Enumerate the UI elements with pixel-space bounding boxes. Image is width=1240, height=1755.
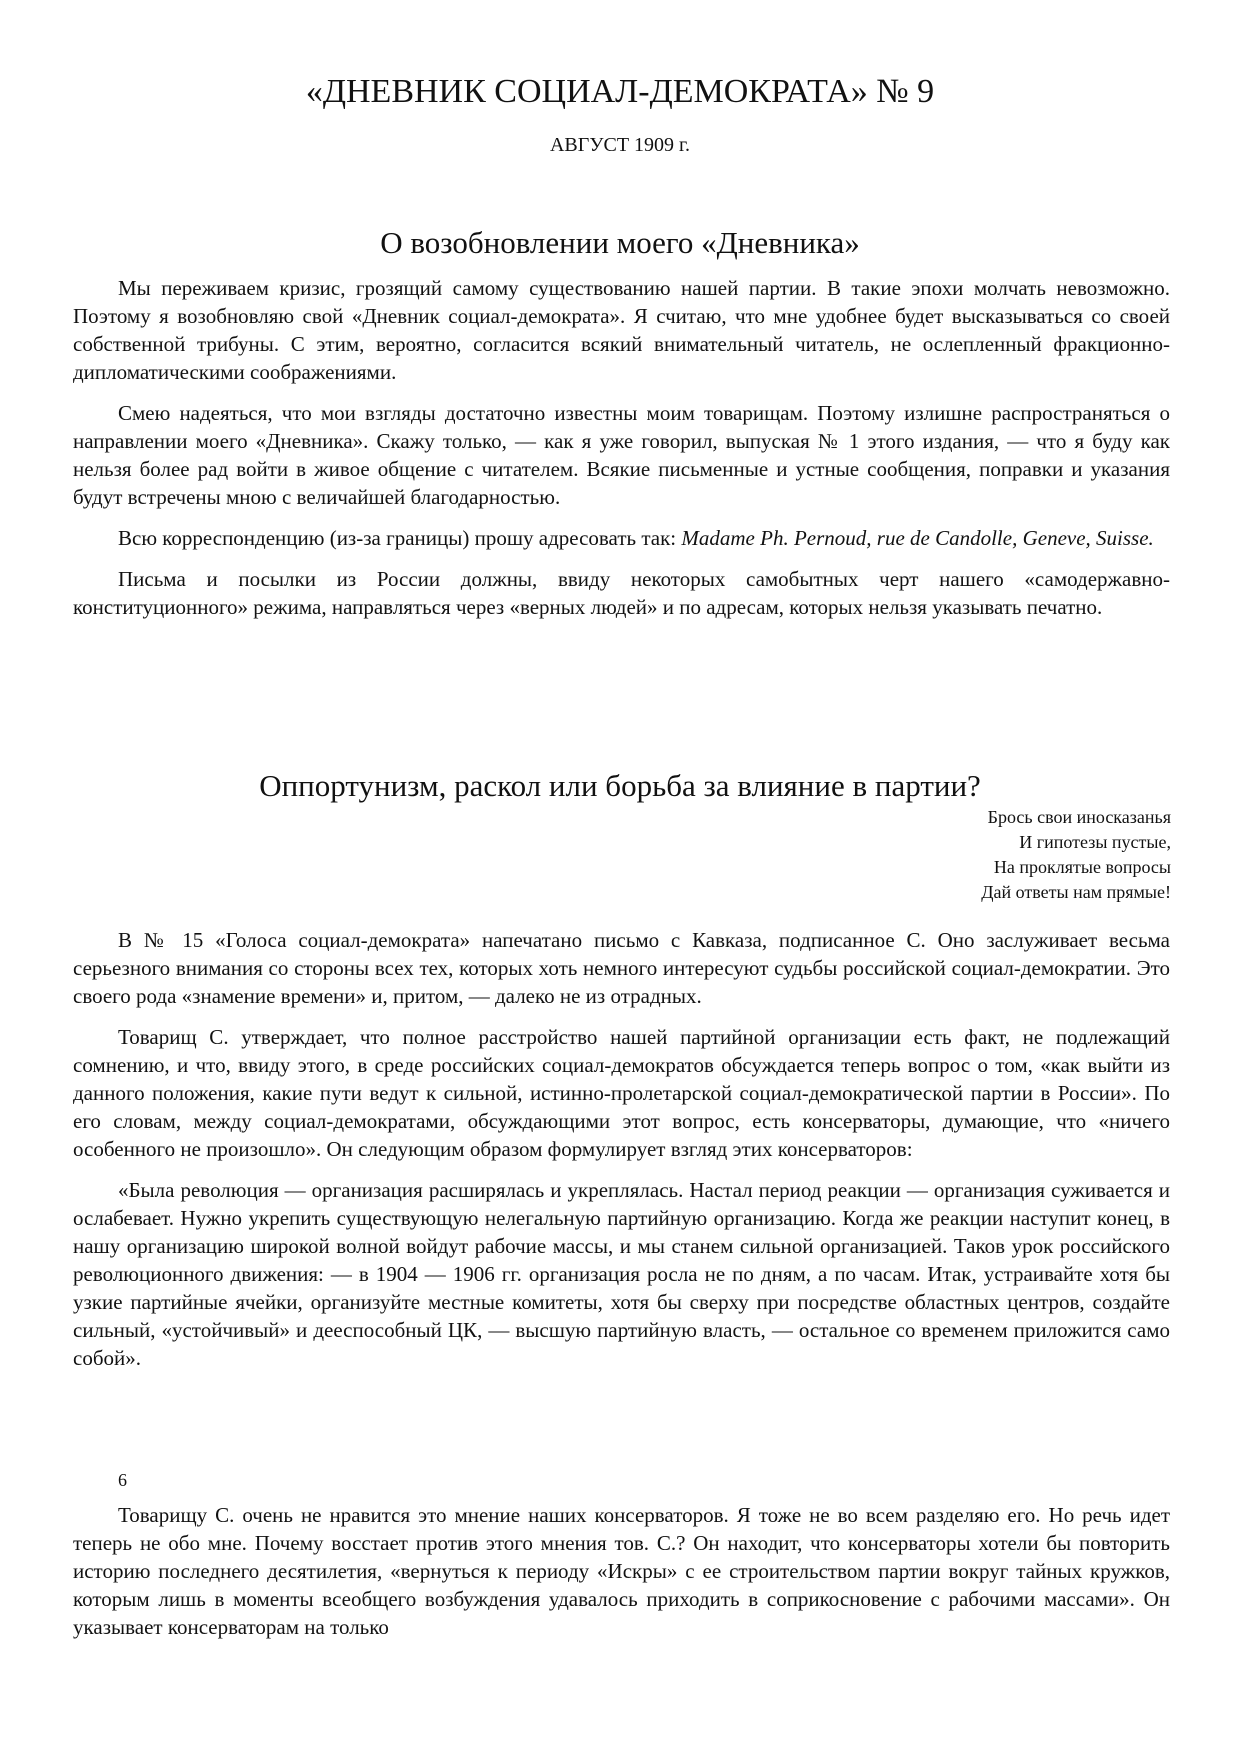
epigraph <box>981 805 1171 905</box>
paragraph: Мы переживаем кризис, грозящий самому существованию нашей партии. В такие эпохи молчать невозможно. Поэтому я возобновляю свой «Дневник социал-демократа». Я считаю, что мне удобнее будет высказываться со своей собственной трибуны. С этим, вероятно, согласится всякий внимательный читатель, не ослепленный фракционно-дипломатическими соображениями. <box>73 276 1170 384</box>
section-title-renewal: О возобновлении моего «Дневника» <box>380 225 860 260</box>
paragraph: Товарищу С. очень не нравится это мнение наших консерваторов. Я тоже не во всем разделяю его. Но речь идет теперь не обо мне. Почему восстает против этого мнения тов. С.? Он находит, что консерваторы хотели бы повторить историю последнего десятилетия, «вернуться к периоду «Искры» с ее строительством партии вокруг тайных кружков, которым лишь в моменты всеобщего возбуждения удавалось приходить в соприкосновение с рабочими массами». Он указывает консерваторам на только <box>73 1503 1170 1639</box>
paragraph: Смею надеяться, что мои взгляды достаточно известны моим товарищам. Поэтому излишне распространяться о направлении моего «Дневника». Скажу только, — как я уже говорил, выпуская № 1 этого издания, — что я буду как нельзя более рад войти в живое общение с читателем. Всякие письменные и устные сообщения, поправки и указания будут встречены мною с величайшей благодарностью. <box>73 401 1170 509</box>
section-title-opportunism: Оппортунизм, раскол или борьба за влияние в партии? <box>259 768 981 803</box>
address-intro: Всю корреспонденцию (из-за границы) прошу адресовать так: <box>118 526 682 550</box>
document-title: «ДНЕВНИК СОЦИАЛ-ДЕМОКРАТА» № 9 <box>305 73 935 110</box>
epigraph-line: Брось свои иносказанья <box>987 807 1171 827</box>
paragraph: Товарищ С. утверждает, что полное расстройство нашей партийной организации есть факт, не подлежащий сомнению, и что, ввиду этого, в среде российских социал-демократов обсуждается теперь вопрос о том, «как выйти из данного положения, какие пути ведут к сильной, истинно-пролетарской социал-демократической партии в России». По его словам, между социал-демократами, обсуждающими этот вопрос, есть консерваторы, думающие, что «ничего особенного не произошло». Он следующим образом формулирует взгляд этих консерваторов: <box>73 1025 1170 1161</box>
quoted-paragraph: «Была революция — организация расширялась и укреплялась. Настал период реакции — организация суживается и ослабевает. Нужно укрепить существующую нелегальную партийную организацию. Когда же реакции наступит конец, в нашу организацию широкой волной войдут рабочие массы, и мы станем сильной организацией. Таков урок российского революционного движения: — в 1904 — 1906 гг. организация росла не по дням, а по часам. Итак, устраивайте хотя бы узкие партийные ячейки, организуйте местные комитеты, хотя бы сверху при посредстве областных центров, создайте сильный, «устойчивый» и дееспособный ЦК, — высшую партийную власть, — остальное со временем приложится само собой». <box>73 1178 1170 1370</box>
postal-address: Madame Ph. Pernoud, rue de Candolle, Geneve, Suisse. <box>681 526 1154 550</box>
epigraph-line: И гипотезы пустые, <box>1019 832 1171 852</box>
page-number: 6 <box>118 1470 127 1490</box>
document-date: АВГУСТ 1909 г. <box>549 134 690 156</box>
section-opportunism-continuation <box>73 1501 1170 1654</box>
paragraph-address <box>73 524 1170 552</box>
section-opportunism-body <box>73 926 1170 1385</box>
epigraph-line: Дай ответы нам прямые! <box>981 882 1171 902</box>
paragraph: В № 15 «Голоса социал-демократа» напечатано письмо с Кавказа, подписанное С. Оно заслуживает весьма серьезного внимания со стороны всех тех, которых хоть немного интересуют судьбы российской социал-демократии. Это своего рода «знамение времени» и, притом, — далеко не из отрадных. <box>73 928 1170 1008</box>
section-renewal-body <box>73 274 1170 634</box>
paragraph: Письма и посылки из России должны, ввиду некоторых самобытных черт нашего «самодержавно-конституционного» режима, направляться через «верных людей» и по адресам, которых нельзя указывать печатно. <box>73 567 1170 619</box>
epigraph-line: На проклятые вопросы <box>993 857 1171 877</box>
